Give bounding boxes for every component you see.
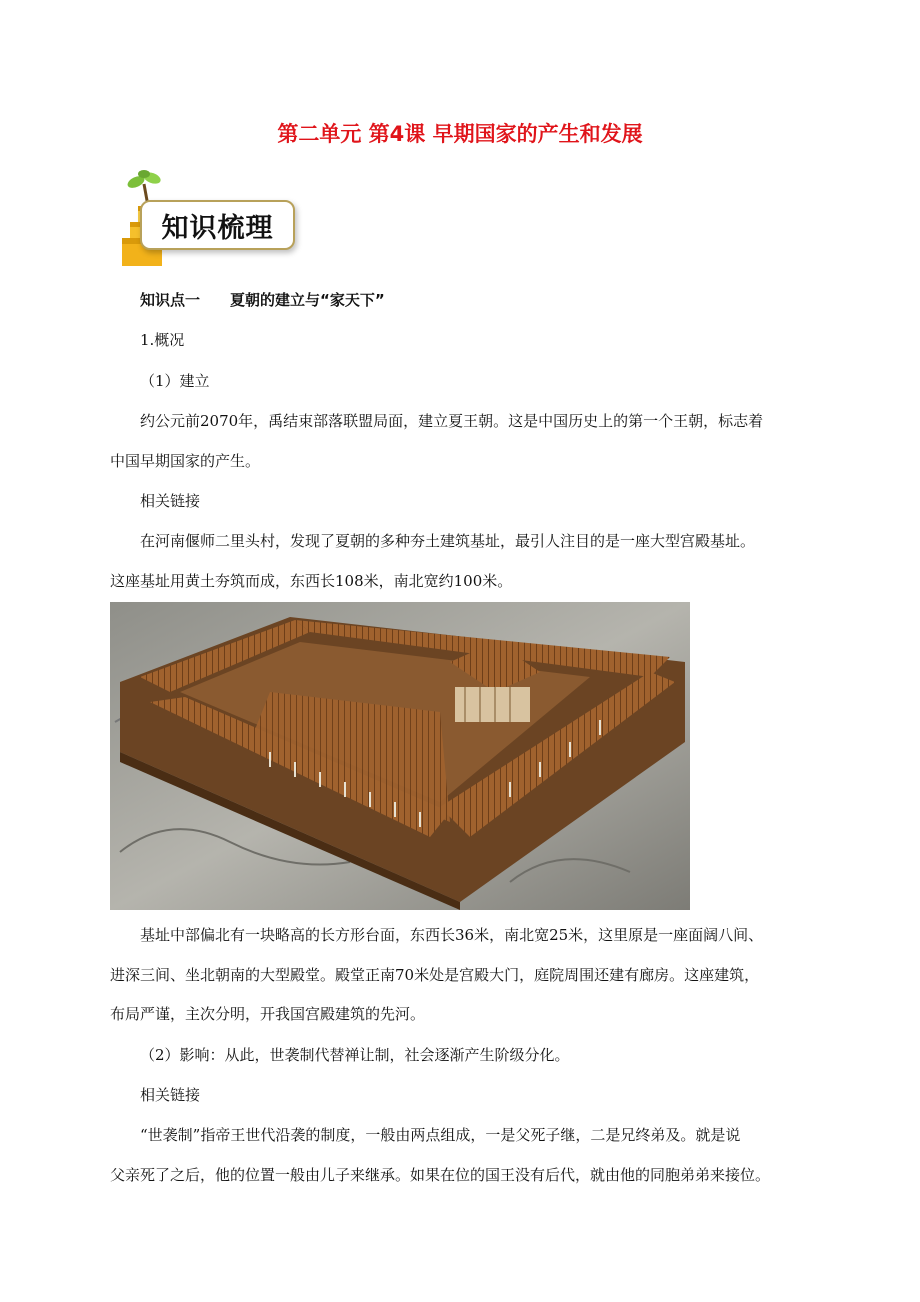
section-title: 夏朝的建立与“家天下” [230, 291, 385, 309]
section-heading [140, 290, 385, 310]
paragraph-line: 父亲死了之后，他的位置一般由儿子来继承。如果在位的国王没有后代，就由他的同胞弟弟来接位。 [110, 1166, 771, 1184]
overview-heading: 1.概况 [140, 331, 185, 349]
knowledge-badge [110, 170, 300, 270]
establish-heading: （1）建立 [140, 372, 210, 390]
paragraph-line: 约公元前2070年，禹结束部落联盟局面，建立夏王朝。这是中国历史上的第一个王朝，标志着 [140, 412, 764, 430]
paragraph-line: 基址中部偏北有一块略高的长方形台面，东西长36米，南北宽25米，这里原是一座面阔八间、 [140, 926, 764, 944]
related-link-heading: 相关链接 [140, 1086, 201, 1104]
influence-line: （2）影响：从此，世袭制代替禅让制，社会逐渐产生阶级分化。 [140, 1046, 570, 1064]
section-label: 知识点一 [140, 291, 201, 309]
paragraph-line: 布局严谨，主次分明，开我国宫殿建筑的先河。 [110, 1005, 426, 1023]
paragraph-line: 在河南偃师二里头村，发现了夏朝的多种夯土建筑基址，最引人注目的是一座大型宫殿基址。 [140, 532, 756, 550]
badge-label: 知识梳理 [140, 200, 295, 250]
paragraph-line: “世袭制”指帝王世代沿袭的制度，一般由两点组成，一是父死子继，二是兄终弟及。就是说 [140, 1126, 741, 1144]
palace-model-photo [110, 602, 690, 910]
paragraph-line: 这座基址用黄土夯筑而成，东西长108米，南北宽约100米。 [110, 572, 513, 590]
page-title: 第二单元 第4课 早期国家的产生和发展 [277, 122, 643, 146]
related-link-heading: 相关链接 [140, 492, 201, 510]
paragraph-line: 进深三间、坐北朝南的大型殿堂。殿堂正南70米处是宫殿大门，庭院周围还建有廊房。这座建筑， [110, 966, 760, 984]
paragraph-line: 中国早期国家的产生。 [110, 452, 261, 470]
